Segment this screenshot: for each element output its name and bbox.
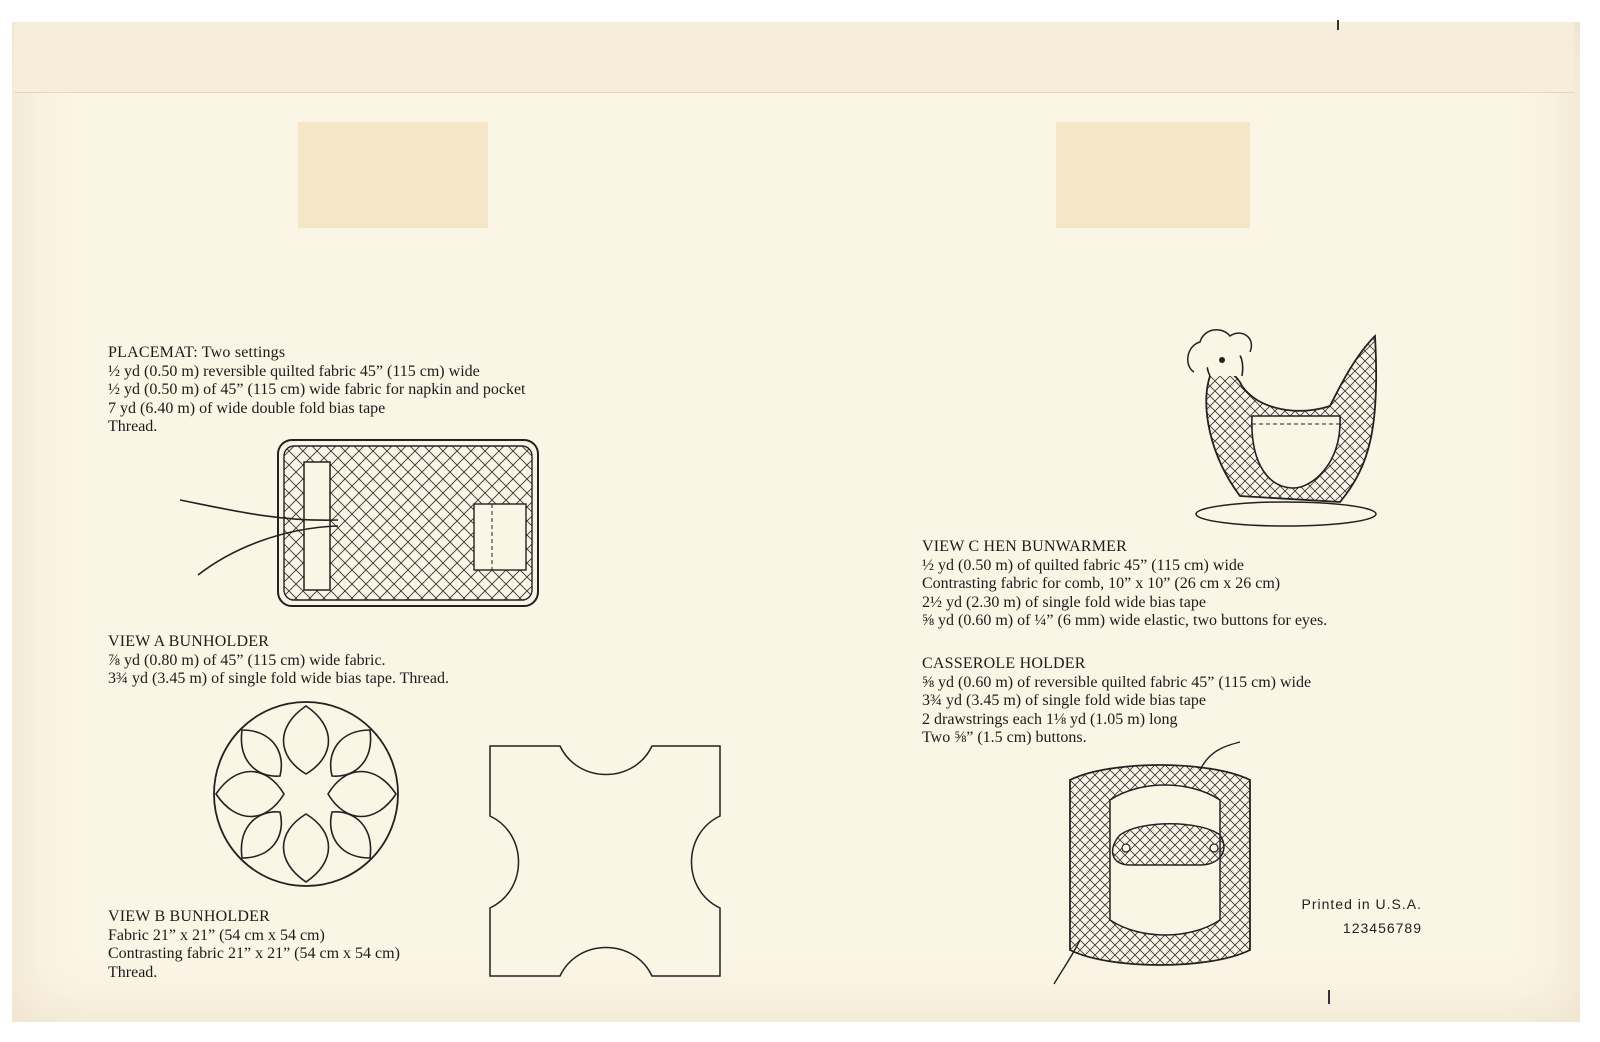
placemat-line: ½ yd (0.50 m) reversible quilted fabric 45” (115 cm) wide: [108, 362, 480, 380]
view-a-line: 3¾ yd (3.45 m) of single fold wide bias tape. Thread.: [108, 670, 449, 687]
view-c-title: VIEW C HEN BUNWARMER: [922, 538, 1128, 555]
placemat-line: Thread.: [108, 418, 158, 435]
printed-in-label-block: [1270, 892, 1422, 940]
tape-residue-left: [298, 122, 488, 228]
tape-residue-right: [1056, 122, 1250, 228]
printed-in-label: Printed in U.S.A.: [1301, 896, 1422, 912]
view-c-line: ½ yd (0.50 m) of quilted fabric 45” (115 cm) wide: [922, 556, 1244, 574]
casserole-line: 3¾ yd (3.45 m) of single fold wide bias tape: [922, 692, 1206, 709]
view-c-hen-illustration: [1180, 316, 1390, 530]
view-b-title: VIEW B BUNHOLDER: [108, 908, 271, 925]
view-b-requirements: [108, 908, 400, 982]
pattern-code: 123456789: [1342, 920, 1422, 936]
view-a-requirements: [108, 633, 449, 689]
casserole-line: 2 drawstrings each 1⅛ yd (1.05 m) long: [922, 710, 1178, 728]
placemat-title: PLACEMAT: Two settings: [108, 344, 286, 361]
placemat-requirements: [108, 344, 526, 437]
view-b-line: Thread.: [108, 963, 158, 981]
view-b-line: Fabric 21” x 21” (54 cm x 54 cm): [108, 926, 325, 944]
trim-mark-top: [1337, 20, 1339, 30]
placemat-line: ½ yd (0.50 m) of 45” (115 cm) wide fabric for napkin and pocket: [108, 381, 526, 398]
casserole-line: ⅝ yd (0.60 m) of reversible quilted fabric 45” (115 cm) wide: [922, 673, 1312, 691]
view-c-requirements: [922, 538, 1327, 631]
view-a-bunholder-illustration: [206, 696, 406, 892]
placemat-illustration: [170, 430, 550, 610]
casserole-title: CASSEROLE HOLDER: [922, 655, 1086, 672]
casserole-line: Two ⅝” (1.5 cm) buttons.: [922, 729, 1087, 746]
view-c-line: ⅝ yd (0.60 m) of ¼” (6 mm) wide elastic, two buttons for eyes.: [922, 612, 1328, 629]
view-c-line: 2½ yd (2.30 m) of single fold wide bias tape: [922, 593, 1206, 611]
casserole-requirements: [922, 655, 1311, 748]
trim-mark-bottom: [1328, 990, 1330, 1004]
view-c-line: Contrasting fabric for comb, 10” x 10” (26 cm x 26 cm): [922, 575, 1281, 592]
view-a-title: VIEW A BUNHOLDER: [108, 633, 270, 650]
view-b-bunholder-illustration: [488, 744, 724, 980]
envelope-flap: [14, 22, 1574, 93]
view-a-line: ⅞ yd (0.80 m) of 45” (115 cm) wide fabric.: [108, 651, 386, 669]
placemat-line: 7 yd (6.40 m) of wide double fold bias tape: [108, 399, 386, 417]
casserole-holder-illustration: [1050, 740, 1270, 990]
view-b-line: Contrasting fabric 21” x 21” (54 cm x 54 cm): [108, 945, 400, 962]
